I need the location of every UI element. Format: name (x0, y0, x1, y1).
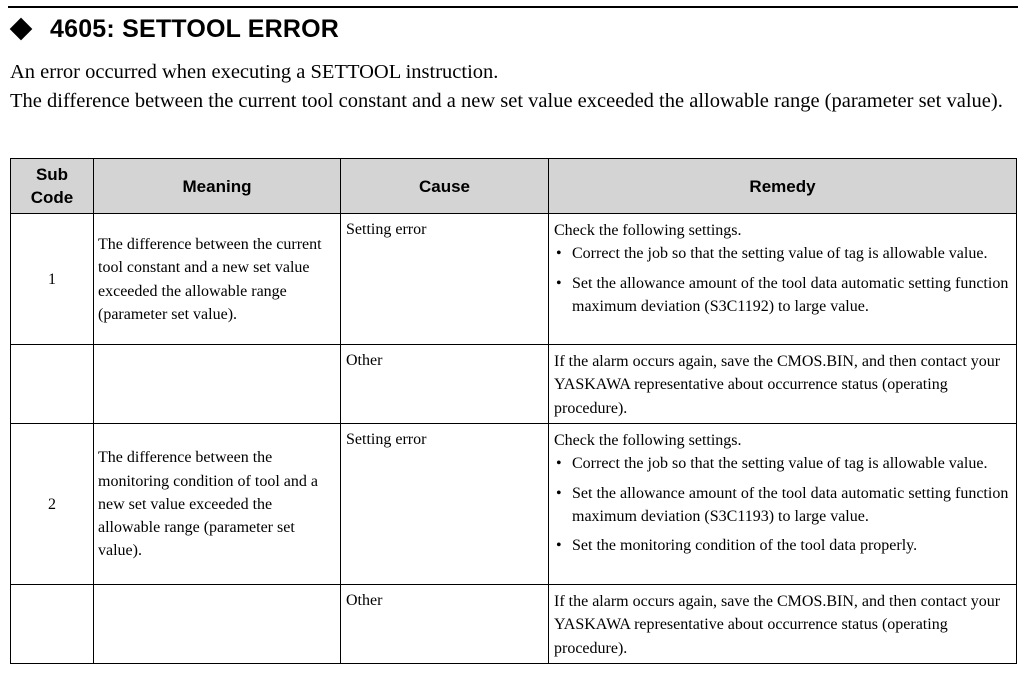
remedy-bullet (554, 242, 1011, 265)
cause-cell: Setting error (341, 214, 549, 345)
remedy-cell (549, 345, 1017, 424)
remedy-bullet-text: Set the allowance amount of the tool data automatic setting function maximum deviation (S3C1193) to large value. (572, 484, 1009, 525)
header-remedy: Remedy (549, 159, 1017, 214)
bullet-icon: • (556, 455, 562, 473)
intro-line-1: An error occurred when executing a SETTOOL instruction. (10, 61, 499, 83)
table-row (11, 214, 1017, 345)
sub-code-cell (11, 345, 94, 424)
remedy-bullet (554, 272, 1011, 319)
table-row (11, 424, 1017, 585)
remedy-intro: Check the following settings. (554, 222, 742, 239)
table-row (11, 585, 1017, 664)
meaning-cell: The difference between the monitoring condition of tool and a new set value exceeded the allowable range (parameter set value). (94, 424, 341, 585)
remedy-text: If the alarm occurs again, save the CMOS.BIN, and then contact your YASKAWA representative about occurrence status (operating procedure). (554, 353, 1001, 417)
remedy-bullet-text: Correct the job so that the setting value of tag is allowable value. (572, 245, 988, 263)
remedy-text: If the alarm occurs again, save the CMOS.BIN, and then contact your YASKAWA representative about occurrence status (operating procedure). (554, 593, 1001, 657)
sub-code-cell: 1 (11, 214, 94, 345)
remedy-list (554, 242, 1011, 318)
top-rule (8, 6, 1018, 8)
table-row (11, 345, 1017, 424)
remedy-bullet-text: Set the allowance amount of the tool data automatic setting function maximum deviation (S3C1192) to large value. (572, 274, 1009, 315)
remedy-bullet-text: Set the monitoring condition of the tool data properly. (572, 537, 918, 555)
remedy-bullet (554, 452, 1011, 475)
header-cause: Cause (341, 159, 549, 214)
remedy-cell (549, 424, 1017, 585)
header-sub-code: Sub Code (11, 159, 94, 214)
intro-text (10, 58, 1020, 115)
page-title: 4605: SETTOOL ERROR (50, 14, 340, 43)
bullet-icon: • (556, 274, 562, 292)
meaning-cell (94, 345, 341, 424)
remedy-bullet (554, 534, 1011, 557)
remedy-bullet (554, 482, 1011, 529)
bullet-icon: • (556, 245, 562, 263)
remedy-cell (549, 214, 1017, 345)
header-meaning: Meaning (94, 159, 341, 214)
sub-code-cell (11, 585, 94, 664)
error-table (10, 158, 1017, 664)
bullet-icon: • (556, 484, 562, 502)
bullet-icon: • (556, 537, 562, 555)
diamond-icon (10, 18, 33, 41)
intro-line-2: The difference between the current tool constant and a new set value exceeded the allowable range (parameter set value). (10, 89, 1003, 112)
remedy-intro: Check the following settings. (554, 432, 742, 449)
table-header-row (11, 159, 1017, 214)
section-heading (8, 12, 339, 46)
remedy-cell (549, 585, 1017, 664)
sub-code-cell: 2 (11, 424, 94, 585)
remedy-bullet-text: Correct the job so that the setting value of tag is allowable value. (572, 455, 988, 473)
meaning-cell (94, 585, 341, 664)
remedy-list (554, 452, 1011, 557)
cause-cell: Other (341, 345, 549, 424)
cause-cell: Other (341, 585, 549, 664)
cause-cell: Setting error (341, 424, 549, 585)
meaning-cell: The difference between the current tool constant and a new set value exceeded the allowable range (parameter set value). (94, 214, 341, 345)
